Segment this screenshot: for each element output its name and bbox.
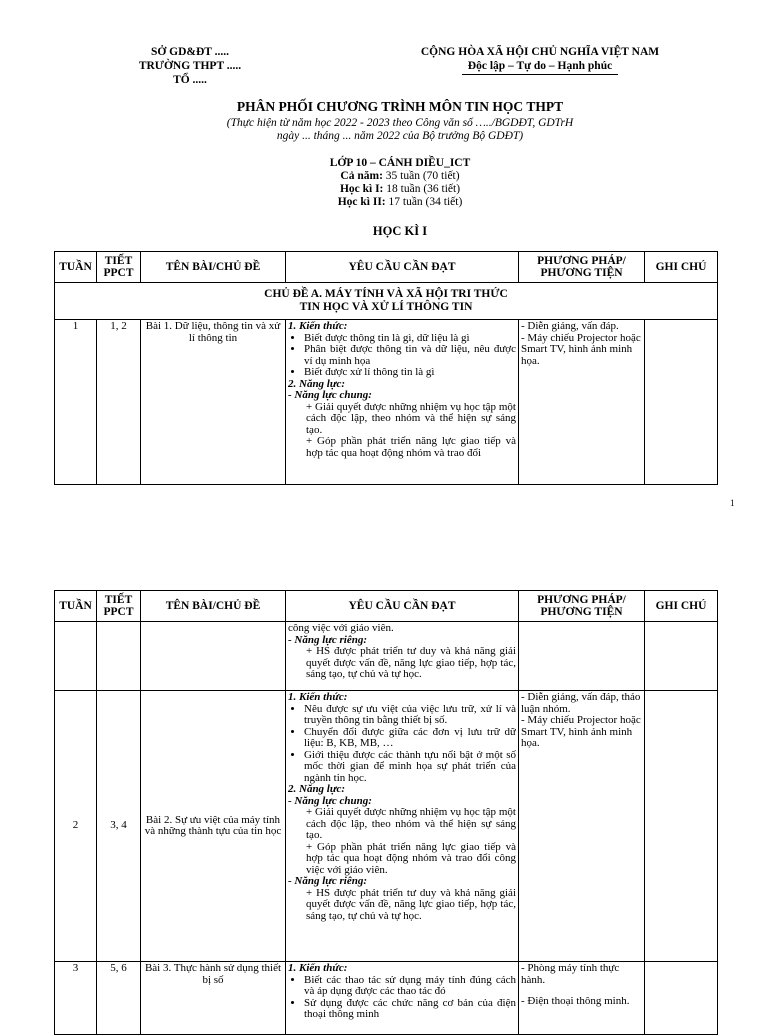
note-cell bbox=[645, 691, 718, 962]
knowledge-list bbox=[288, 975, 516, 1021]
semester-1-duration: Học kì I: 18 tuần (36 tiết) bbox=[339, 183, 461, 195]
general-skill-1: + Giải quyết được những nhiệm vụ học tập một cách độc lập, theo nhóm và thể hiện sự sáng tạo. bbox=[306, 806, 516, 841]
table-header-row bbox=[55, 252, 718, 283]
list-item: • Biết được thông tin là gì, dữ liệu là gì bbox=[304, 333, 516, 345]
knowledge-heading: 1. Kiến thức: bbox=[288, 321, 348, 332]
col-note-header: GHI CHÚ bbox=[645, 252, 718, 283]
topic-title: CHỦ ĐỀ A. MÁY TÍNH VÀ XÃ HỘI TRI THỨC TIN HỌC VÀ XỬ LÍ THÔNG TIN bbox=[55, 283, 718, 320]
curriculum-table-page-1 bbox=[54, 251, 718, 485]
period-cell: 3, 4 bbox=[97, 691, 141, 962]
general-skills-heading: - Năng lực chung: bbox=[288, 389, 372, 401]
col-lesson-header: TÊN BÀI/CHỦ ĐỀ bbox=[141, 252, 286, 283]
skills-heading: 2. Năng lực: bbox=[288, 783, 346, 795]
school-name: TRƯỜNG THPT ..... bbox=[138, 60, 242, 72]
knowledge-list bbox=[288, 333, 516, 379]
table-row-continued bbox=[55, 622, 718, 691]
subtitle-line-1: (Thực hiện từ năm học 2022 - 2023 theo Công văn số …../BGDĐT, GDTrH bbox=[226, 117, 574, 129]
subtitle-line-2: ngày ... tháng ... năm 2022 của Bộ trưởng Bộ GDĐT) bbox=[276, 130, 524, 142]
table-row bbox=[55, 691, 718, 962]
semester-heading: HỌC KÌ I bbox=[372, 224, 428, 238]
week-cell: 1 bbox=[55, 320, 97, 485]
agency-header bbox=[120, 45, 260, 87]
specific-skill-1: + HS được phát triển tư duy và khả năng giải quyết được vấn đề, năng lực giao tiếp, hợp tác, sáng tạo, tự chủ và tự học. bbox=[306, 645, 516, 680]
list-item: • Sử dụng được các chức năng cơ bản của điện thoại thông minh bbox=[304, 998, 516, 1021]
col-note-header: GHI CHÚ bbox=[645, 591, 718, 622]
group-name: TỔ ..... bbox=[173, 74, 207, 86]
year-duration: Cả năm: 35 tuần (70 tiết) bbox=[340, 170, 460, 182]
lesson-cell: Bài 1. Dữ liệu, thông tin và xử lí thông tin bbox=[141, 320, 286, 485]
col-lesson-header: TÊN BÀI/CHỦ ĐỀ bbox=[141, 591, 286, 622]
document-subtitle bbox=[150, 117, 650, 143]
table-row bbox=[55, 320, 718, 485]
lesson-cell: Bài 3. Thực hành sử dụng thiết bị số bbox=[141, 962, 286, 1035]
col-method-header: PHƯƠNG PHÁP/ PHƯƠNG TIỆN bbox=[519, 252, 645, 283]
col-period-header: TIẾT PPCT bbox=[97, 252, 141, 283]
topic-row bbox=[55, 283, 718, 320]
general-skill-2: + Góp phần phát triển năng lực giao tiếp và hợp tác qua hoạt động nhóm và trao đổi công việc với giáo viên. bbox=[306, 840, 516, 876]
general-skill-2-tail: công việc với giáo viên. bbox=[288, 623, 394, 634]
list-item: • Biết các thao tác sử dụng máy tính đúng cách và áp dụng được các thao tác đó bbox=[304, 975, 516, 998]
nation-name: CỘNG HÒA XÃ HỘI CHỦ NGHĨA VIỆT NAM bbox=[420, 46, 660, 58]
method-cell: - Diễn giảng, vấn đáp, thảo luận nhóm. - Máy chiếu Projector hoặc Smart TV, hình ảnh minh họa. bbox=[519, 691, 645, 962]
requirement-cell bbox=[286, 622, 519, 691]
grade-info bbox=[150, 157, 650, 209]
requirement-cell bbox=[286, 320, 519, 485]
period-cell: 1, 2 bbox=[97, 320, 141, 485]
specific-skills-heading: - Năng lực riêng: bbox=[288, 875, 368, 887]
specific-skills-heading: - Năng lực riêng: bbox=[288, 633, 368, 646]
col-week-header: TUẦN bbox=[55, 591, 97, 622]
knowledge-heading: 1. Kiến thức: bbox=[288, 963, 348, 974]
curriculum-table-page-2 bbox=[54, 590, 718, 1035]
page-number: 1 bbox=[730, 498, 735, 508]
specific-skill-1: + HS được phát triển tư duy và khả năng giải quyết được vấn đề, năng lực giao tiếp, hợp tác, sáng tạo, tự chủ và tự học. bbox=[306, 886, 516, 922]
national-header bbox=[400, 45, 680, 75]
col-requirement-header: YÊU CẦU CẦN ĐẠT bbox=[286, 252, 519, 283]
list-item: • Giới thiệu được các thành tựu nổi bật ở một số mốc thời gian để minh họa sự phát triển của ngành tin học. bbox=[304, 750, 516, 785]
col-week-header: TUẦN bbox=[55, 252, 97, 283]
general-skill-2: + Góp phần phát triển năng lực giao tiếp và hợp tác qua hoạt động nhóm và trao đổi bbox=[306, 435, 516, 459]
lesson-cell: Bài 2. Sự ưu việt của máy tính và những thành tựu của tin học bbox=[141, 691, 286, 962]
col-requirement-header: YÊU CẦU CẦN ĐẠT bbox=[286, 591, 519, 622]
document-title: PHÂN PHỐI CHƯƠNG TRÌNH MÔN TIN HỌC THPT bbox=[236, 99, 564, 114]
requirement-cell bbox=[286, 691, 519, 962]
skills-heading: 2. Năng lực: bbox=[288, 377, 346, 390]
list-item: • Nêu được sự ưu việt của việc lưu trữ, xử lí và truyền thông tin bằng thiết bị số. bbox=[304, 704, 516, 727]
table-header-row bbox=[55, 591, 718, 622]
list-item: • Biết được xử lí thông tin là gì bbox=[304, 367, 516, 379]
note-cell bbox=[645, 320, 718, 485]
list-item: • Chuyển đổi được giữa các đơn vị lưu trữ dữ liệu: B, KB, MB, … bbox=[304, 727, 516, 750]
general-skills-heading: - Năng lực chung: bbox=[288, 794, 372, 807]
col-period-header: TIẾT PPCT bbox=[97, 591, 141, 622]
grade-title: LỚP 10 – CÁNH DIỀU_ICT bbox=[329, 157, 471, 169]
col-method-header: PHƯƠNG PHÁP/ PHƯƠNG TIỆN bbox=[519, 591, 645, 622]
method-cell: - Diễn giảng, vấn đáp. - Máy chiếu Projector hoặc Smart TV, hình ảnh minh họa. bbox=[519, 320, 645, 485]
knowledge-list bbox=[288, 704, 516, 785]
department-name: SỞ GD&ĐT ..... bbox=[150, 46, 230, 58]
method-cell: - Phòng máy tính thực hành. - Điện thoại thông minh. bbox=[519, 962, 645, 1035]
national-motto: Độc lập – Tự do – Hạnh phúc bbox=[462, 59, 618, 75]
week-cell: 2 bbox=[55, 691, 97, 962]
week-cell: 3 bbox=[55, 962, 97, 1035]
list-item: • Phân biệt được thông tin và dữ liệu, nêu được ví dụ minh họa bbox=[304, 344, 516, 367]
period-cell: 5, 6 bbox=[97, 962, 141, 1035]
general-skill-1: + Giải quyết được những nhiệm vụ học tập một cách độc lập, theo nhóm và thể hiện sự sáng tạo. bbox=[306, 400, 516, 436]
semester-2-duration: Học kì II: 17 tuần (34 tiết) bbox=[337, 196, 463, 208]
knowledge-heading: 1. Kiến thức: bbox=[288, 692, 348, 703]
